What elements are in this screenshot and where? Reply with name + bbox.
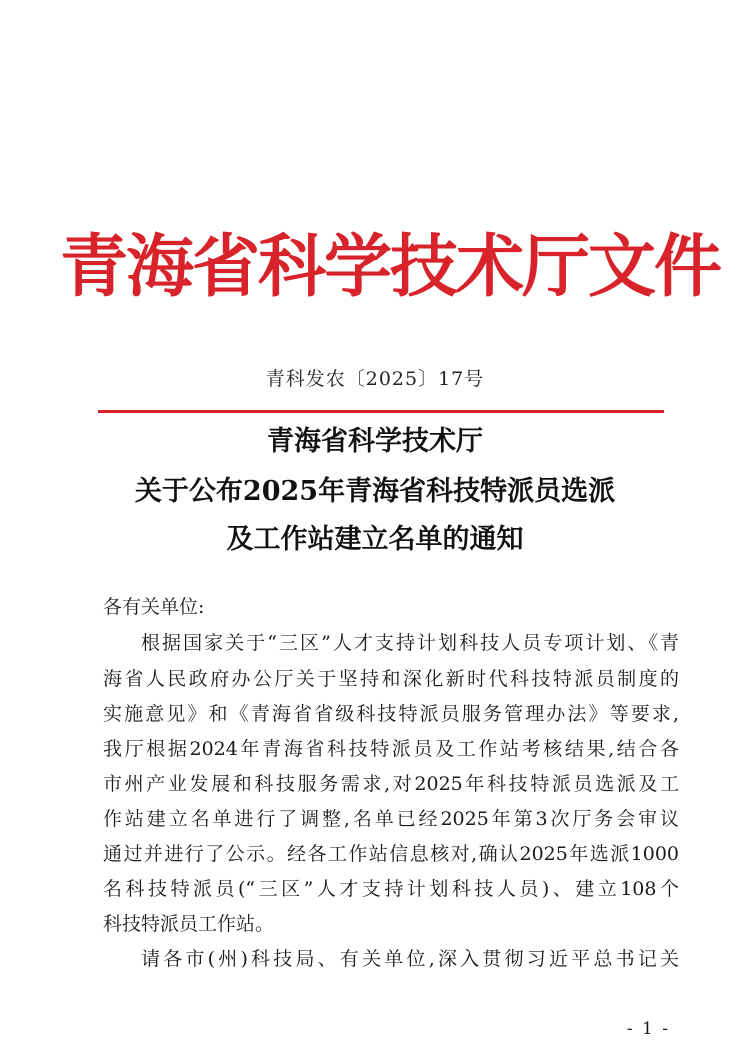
body-line: 名科技特派员(“三区”人才支持计划科技人员)、建立108个 [103,878,679,900]
body-line: 市州产业发展和科技服务需求,对2025年科技特派员选派及工 [103,773,679,795]
body-line: 作站建立名单进行了调整,名单已经2025年第3次厅务会审议 [103,808,679,830]
body-line: 海省人民政府办公厅关于坚持和深化新时代科技特派员制度的 [103,668,679,690]
document-number: 青科发农〔2025〕17号 [265,368,485,390]
body-line: 科技特派员工作站。 [103,913,275,935]
salutation: 各有关单位: [103,596,205,618]
document-header-title: 青海省科学技术厅文件 [60,227,721,307]
red-divider-line [98,410,664,413]
body-line: 请各市(州)科技局、有关单位,深入贯彻习近平总书记关 [141,948,679,970]
notice-title-line-3: 及工作站建立名单的通知 [226,524,524,555]
notice-title-line-2: 关于公布2025年青海省科技特派员选派 [134,476,616,507]
body-line: 实施意见》和《青海省省级科技特派员服务管理办法》等要求, [103,703,679,725]
body-line: 根据国家关于“三区”人才支持计划科技人员专项计划、《青 [141,632,679,654]
page-number: - 1 - [626,1019,670,1039]
notice-title-line-1: 青海省科学技术厅 [267,426,483,457]
body-line: 通过并进行了公示。经各工作站信息核对,确认2025年选派1000 [103,843,679,865]
body-line: 我厅根据2024年青海省科技特派员及工作站考核结果,结合各 [103,738,679,760]
